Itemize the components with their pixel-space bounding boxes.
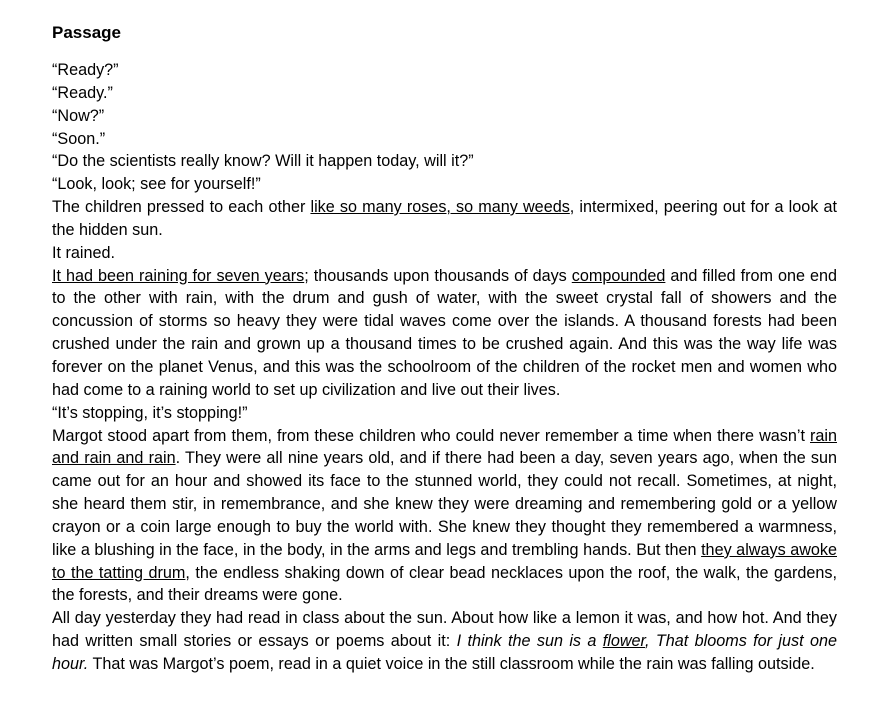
sentence-it-rained: It rained.	[52, 243, 115, 262]
paragraph-margot	[52, 425, 837, 608]
text-run: The children pressed to each other	[52, 198, 311, 217]
text-run: That was Margot’s poem, read in a quiet voice in the still classroom while the rain was falling outside.	[88, 654, 815, 673]
text-run: , the endless shaking down of clear bead necklaces upon the roof, the walk, the gardens, the forests, and their dreams were gone.	[52, 563, 837, 605]
dialogue-line: “Do the scientists really know? Will it happen today, will it?”	[52, 152, 474, 171]
text-run: and filled from one end to the other with rain, with the drum and gush of water, with the sweet crystal fall of showers and the concussion of storms so heavy they were tidal waves come over the islands. A thousand forests had been crushed under the rain and grown up a thousand times to be crushed again. And this was the way life was forever on the planet Venus, and this was the schoolroom of the children of the rocket men and women who had come to a raining world to set up civilization and live out their lives.	[52, 266, 838, 399]
paragraph-yesterday	[52, 607, 837, 676]
poem-text: , That blooms for just one hour.	[52, 632, 837, 673]
underlined-phrase: rain and rain and rain	[52, 426, 837, 468]
poem-text: I think the sun is a	[456, 632, 603, 651]
dialogue-line: “Now?”	[52, 106, 105, 125]
dialogue-line: “Ready?”	[52, 61, 119, 79]
text-run: , intermixed, peering out for a look at the hidden sun.	[52, 198, 837, 239]
underlined-word: flower	[602, 632, 646, 651]
text-run: ; thousands upon thousands of days	[304, 266, 572, 285]
underlined-phrase: It had been raining for seven years	[52, 266, 305, 285]
text-run: All day yesterday they had read in class about the sun. About how like a lemon it was, and how hot. And they had written small stories or essays or poems about it:	[52, 609, 837, 651]
paragraph-children-pressed	[52, 196, 837, 242]
underlined-word: compounded	[571, 266, 666, 285]
dialogue-line: “It’s stopping, it’s stopping!”	[52, 403, 248, 422]
dialogue-line: “Look, look; see for yourself!”	[52, 175, 261, 194]
dialogue-line: “Ready.”	[52, 83, 113, 102]
text-run: Margot stood apart from them, from these children who could never remember a time when there wasn’t	[52, 426, 810, 445]
text-run: . They were all nine years old, and if there had been a day, seven years ago, when the sun came out for an hour and showed its face to the stunned world, they could not recall. Sometimes, at night, she heard them stir, in remembrance, and she knew they were dreaming and remembering gold or a yellow crayon or a coin large enough to buy the world with. She knew they thought they remembered a warmness, like a blushing in the face, in the body, in the arms and legs and trembling hands. But then	[52, 449, 837, 559]
passage-title: Passage	[52, 23, 121, 42]
underlined-phrase: they always awoke to the tatting drum	[52, 540, 837, 582]
passage-body	[52, 59, 837, 676]
underlined-phrase: like so many roses, so many weeds	[310, 198, 570, 217]
dialogue-line: “Soon.”	[52, 129, 106, 148]
paragraph-seven-years	[52, 265, 837, 402]
